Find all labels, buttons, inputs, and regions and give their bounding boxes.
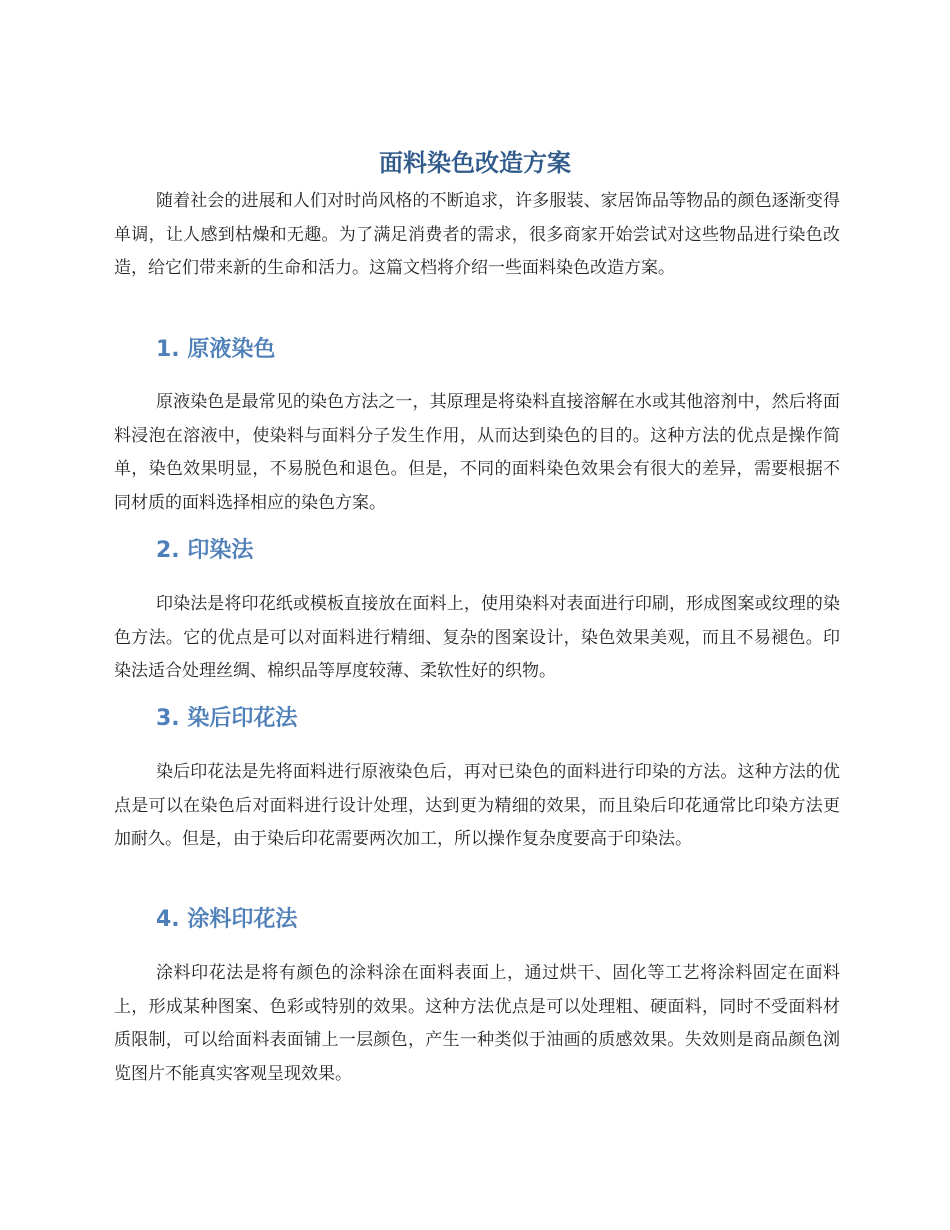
section-heading-1: 1. 原液染色 xyxy=(156,337,276,362)
section-body-3: 染后印花法是先将面料进行原液染色后，再对已染色的面料进行印染的方法。这种方法的优点是可以在染色后对面料进行设计处理，达到更为精细的效果，而且染后印花通常比印染方法更加耐久。但是，由于染后印花需要两次加工，所以操作复杂度要高于印染法。 xyxy=(114,762,840,849)
section-body-1: 原液染色是最常见的染色方法之一，其原理是将染料直接溶解在水或其他溶剂中，然后将面料浸泡在溶液中，使染料与面料分子发生作用，从而达到染色的目的。这种方法的优点是操作简单，染色效果明显，不易脱色和退色。但是，不同的面料染色效果会有很大的差异，需要根据不同材质的面料选择相应的染色方案。 xyxy=(114,392,840,513)
section-body-2: 印染法是将印花纸或模板直接放在面料上，使用染料对表面进行印刷，形成图案或纹理的染色方法。它的优点是可以对面料进行精细、复杂的图案设计，染色效果美观，而且不易褪色。印染法适合处理丝绸、棉织品等厚度较薄、柔软性好的织物。 xyxy=(114,594,840,681)
section-heading-4: 4. 涂料印花法 xyxy=(156,907,298,932)
section-body-4: 涂料印花法是将有颜色的涂料涂在面料表面上，通过烘干、固化等工艺将涂料固定在面料上，形成某种图案、色彩或特别的效果。这种方法优点是可以处理粗、硬面料，同时不受面料材质限制，可以给面料表面铺上一层颜色，产生一种类似于油画的质感效果。失效则是商品颜色浏览图片不能真实客观呈现效果。 xyxy=(114,963,840,1084)
section-heading-3: 3. 染后印花法 xyxy=(156,706,298,731)
page-title: 面料染色改造方案 xyxy=(379,149,571,177)
intro-paragraph: 随着社会的进展和人们对时尚风格的不断追求，许多服装、家居饰品等物品的颜色逐渐变得单调，让人感到枯燥和无趣。为了满足消费者的需求，很多商家开始尝试对这些物品进行染色改造，给它们带来新的生命和活力。这篇文档将介绍一些面料染色改造方案。 xyxy=(114,191,840,278)
section-heading-2: 2. 印染法 xyxy=(156,538,254,563)
